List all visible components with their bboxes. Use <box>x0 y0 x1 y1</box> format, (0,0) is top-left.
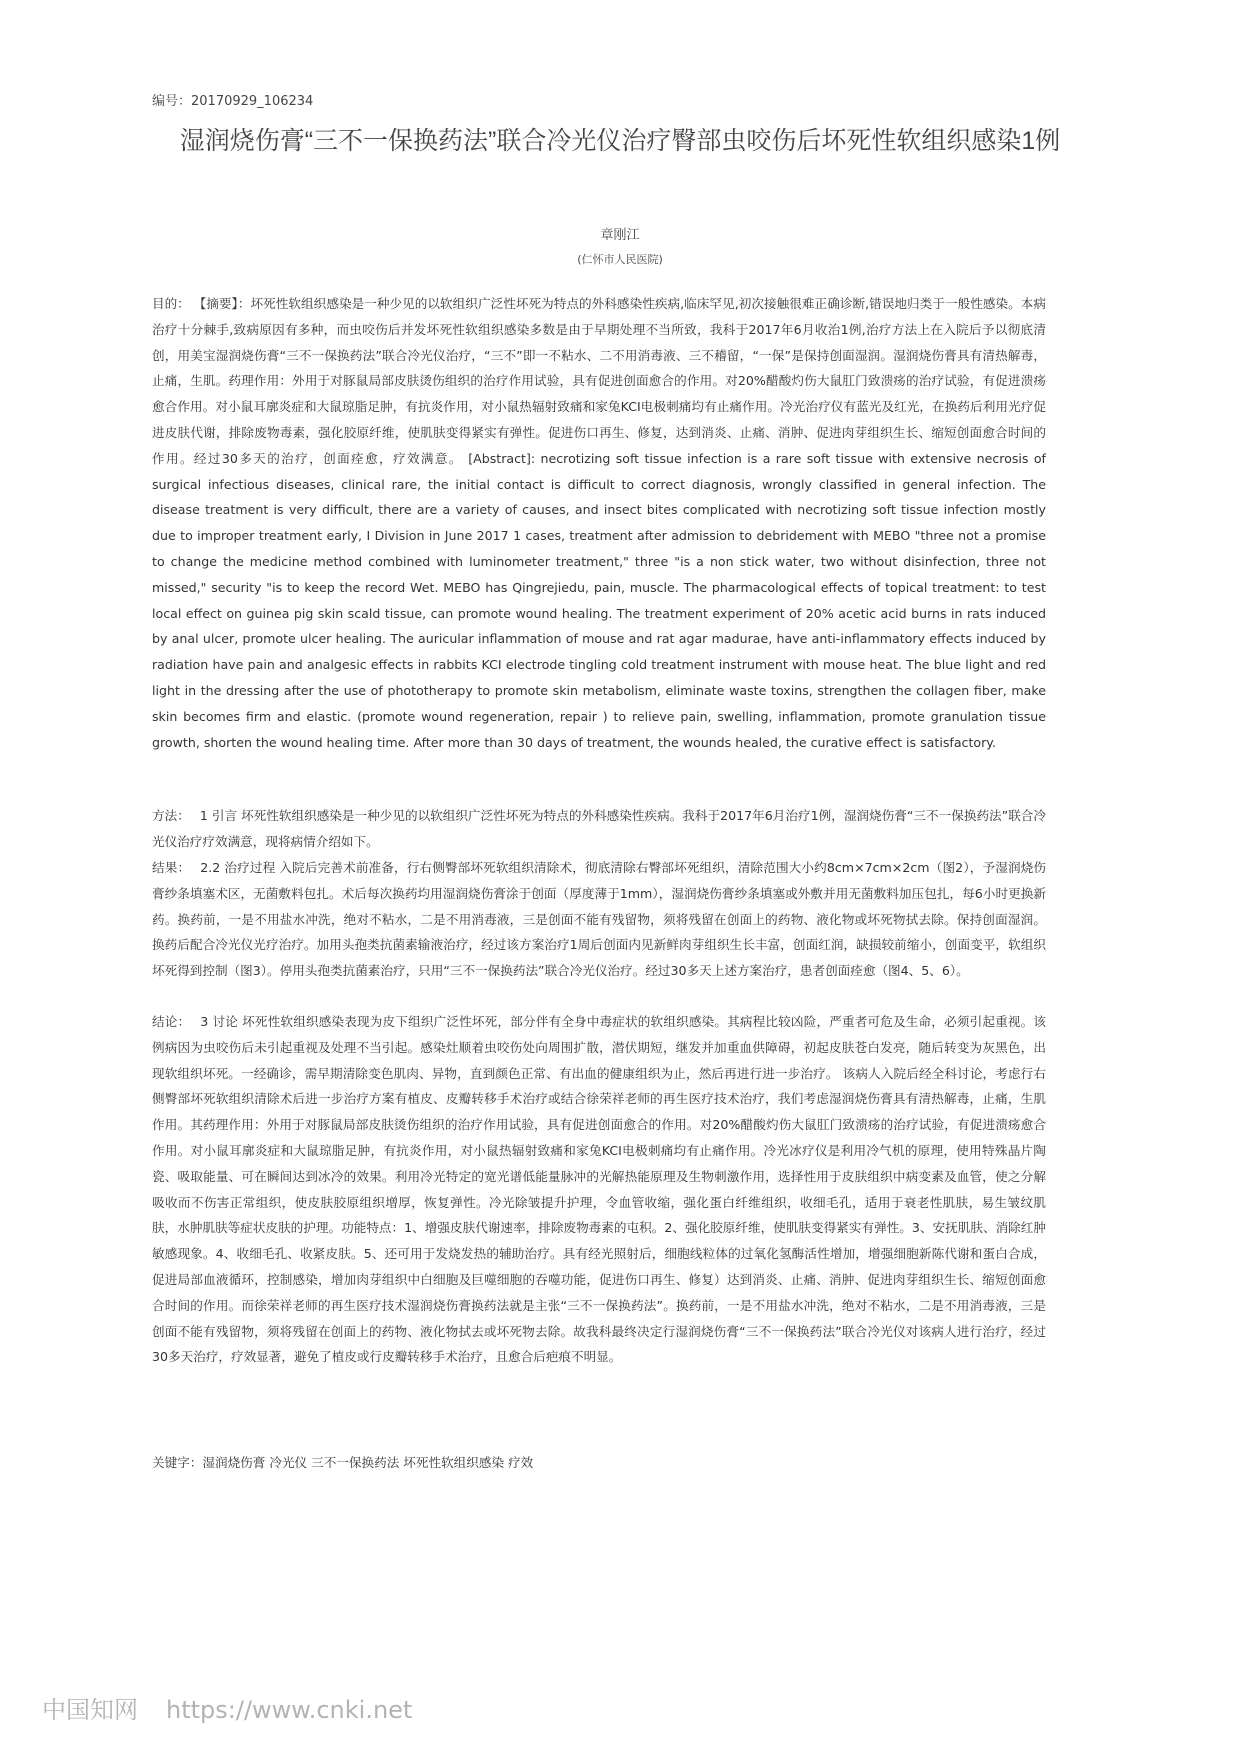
abstract-section <box>152 291 1046 755</box>
document-serial-number: 编号：20170929_106234 <box>152 94 314 109</box>
footer-brand: 中国知网 <box>42 1696 138 1724</box>
keywords-text: 湿润烧伤膏 冷光仪 三不一保换药法 坏死性软组织感染 疗效 <box>202 1455 534 1470</box>
keywords-line <box>152 1452 533 1471</box>
methods-label: 方法： <box>152 808 190 823</box>
abstract-label: 目的： <box>152 296 190 311</box>
paper-title: 湿润烧伤膏“三不一保换药法”联合冷光仪治疗臀部虫咬伤后坏死性软组织感染1例 <box>179 127 1061 155</box>
methods-section <box>152 803 1046 855</box>
conclusion-section <box>152 1009 1046 1370</box>
results-section <box>152 855 1046 984</box>
results-label: 结果： <box>152 860 191 875</box>
methods-text: 1 引言 坏死性软组织感染是一种少见的以软组织广泛性坏死为特点的外科感染性疾病。我科于2017年6月治疗1例，湿润烧伤膏“三不一保换药法”联合冷光仪治疗疗效满意，现将病情介绍如下。 <box>152 808 1046 849</box>
footer-url[interactable]: https://www.cnki.net <box>166 1696 413 1724</box>
author-affiliation: (仁怀市人民医院) <box>577 253 663 266</box>
footer-watermark <box>42 1690 412 1725</box>
conclusion-text: 3 讨论 坏死性软组织感染表现为皮下组织广泛性坏死，部分伴有全身中毒症状的软组织感染。其病程比较凶险，严重者可危及生命，必须引起重视。该例病因为虫咬伤后未引起重视及处理不当引起。感染灶顺着虫咬伤处向周围扩散，潜伏期短，继发并加重血供障碍，初起皮肤苍白发亮，随后转变为灰黑色，出现软组织坏死。一经确诊，需早期清除变色肌肉、异物，直到颜色正常、有出血的健康组织为止，然后再进行进一步治疗。 该病人入院后经全科讨论，考虑行右侧臀部坏死软组织清除术后进一步治疗方案有植皮、皮瓣转移手术治疗或结合徐荣祥老师的再生医疗技术治疗，我们考虑湿润烧伤膏具有清热解毒，止痛，生肌作用。其药理作用：外用于对豚鼠局部皮肤烫伤组织的治疗作用试验，具有促进创面愈合的作用。对20%醋酸灼伤大鼠肛门致溃疡的治疗试验，有促进溃疡愈合作用。对小鼠耳廓炎症和大鼠琼脂足肿，有抗炎作用，对小鼠热辐射致痛和家兔KCI电极刺痛均有止痛作用。冷光冰疗仪是利用冷气机的原理，使用特殊晶片陶瓷、吸取能量、可在瞬间达到冰冷的效果。利用冷光特定的宽光谱低能量脉冲的光解热能原理及生物刺激作用，选择性用于皮肤组织中病变素及血管，使之分解吸收而不伤害正常组织，使皮肤胶原组织增厚，恢复弹性。冷光除皱提升护理，令血管收缩，强化蛋白纤维组织，收细毛孔，适用于衰老性肌肤，易生皱纹肌肤，水肿肌肤等症状皮肤的护理。功能特点：1、增强皮肤代谢速率，排除废物毒素的屯积。2、强化胶原纤维，使肌肤变得紧实有弹性。3、安抚肌肤、消除红肿敏感现象。4、收细毛孔、收紧皮肤。5、还可用于发烧发热的辅助治疗。具有经光照射后，细胞线粒体的过氧化氢酶活性增加，增强细胞新陈代谢和蛋白合成，促进局部血液循环，控制感染，增加肉芽组织中白细胞及巨噬细胞的吞噬功能，促进伤口再生、修复）达到消炎、止痛、消肿、促进肉芽组织生长、缩短创面愈合时间的作用。而徐荣祥老师的再生医疗技术湿润烧伤膏换药法就是主张“三不一保换药法”。换药前，一是不用盐水冲洗，绝对不粘水，二是不用消毒液，三是创面不能有残留物，须将残留在创面上的药物、液化物拭去或坏死物去除。故我科最终决定行湿润烧伤膏“三不一保换药法”联合冷光仪对该病人进行治疗，经过30多天治疗，疗效显著，避免了植皮或行皮瓣转移手术治疗，且愈合后疤痕不明显。 <box>152 1014 1046 1365</box>
results-text: 2.2 治疗过程 入院后完善术前准备，行右侧臀部坏死软组织清除术，彻底清除右臀部坏死组织，清除范围大小约8cm×7cm×2cm（图2），予湿润烧伤膏纱条填塞术区，无菌敷料包扎。术后每次换药均用湿润烧伤膏涂于创面（厚度薄于1mm），湿润烧伤膏纱条填塞或外敷并用无菌敷料加压包扎，每6小时更换新药。换药前，一是不用盐水冲洗，绝对不粘水，二是不用消毒液，三是创面不能有残留物，须将残留在创面上的药物、液化物或坏死物拭去除。保持创面湿润。换药后配合冷光仪光疗治疗。加用头孢类抗菌素输液治疗，经过该方案治疗1周后创面内见新鲜肉芽组织生长丰富，创面红润，缺损较前缩小，创面变平，软组织坏死得到控制（图3）。停用头孢类抗菌素治疗，只用“三不一保换药法”联合冷光仪治疗。经过30多天上述方案治疗，患者创面痊愈（图4、5、6）。 <box>152 860 1047 979</box>
conclusion-label: 结论： <box>152 1014 191 1029</box>
abstract-text: 【摘要】：坏死性软组织感染是一种少见的以软组织广泛性坏死为特点的外科感染性疾病,临床罕见,初次接触很难正确诊断,错误地归类于一般性感染。本病治疗十分棘手,致病原因有多种，而虫咬伤后并发坏死性软组织感染多数是由于早期处理不当所致，我科于2017年6月收治1例,治疗方法上在入院后予以彻底清创，用美宝湿润烧伤膏“三不一保换药法”联合冷光仪治疗，“三不”即一不粘水、二不用消毒液、三不稽留，“一保”是保持创面湿润。湿润烧伤膏具有清热解毒，止痛，生肌。药理作用：外用于对豚鼠局部皮肤烫伤组织的治疗作用试验，具有促进创面愈合的作用。对20%醋酸灼伤大鼠肛门致溃疡的治疗试验，有促进溃疡愈合作用。对小鼠耳廓炎症和大鼠琼脂足肿，有抗炎作用，对小鼠热辐射致痛和家兔KCI电极刺痛均有止痛作用。冷光治疗仪有蓝光及红光，在换药后利用光疗促进皮肤代谢，排除废物毒素，强化胶原纤维，使肌肤变得紧实有弹性。促进伤口再生、修复，达到消炎、止痛、消肿、促进肉芽组织生长、缩短创面愈合时间的作用。经过30多天的治疗，创面痊愈，疗效满意。 [Abstract]: necrotizing soft tissue infection is a rare soft tissue with extensive necrosis of surgical infectious diseases, clinical rare, the initial contact is difficult to correct diagnosis, wrongly classified in general infection. The disease treatment is very difficult, there are a variety of causes, and insect bites complicated with necrotizing soft tissue infection mostly due to improper treatment early, I Division in June 2017 1 cases, treatment after admission to debridement with MEBO "three not a promise to change the medicine method combined with luminometer treatment," three "is a non stick water, two without disinfection, three not missed," security "is to keep the record Wet. MEBO has Qingrejiedu, pain, muscle. The pharmacological effects of topical treatment: to test local effect on guinea pig skin scald tissue, can promote wound healing. The treatment experiment of 20% acetic acid burns in rats induced by anal ulcer, promote ulcer healing. The auricular inflammation of mouse and rat agar madurae, have anti-inflammatory effects induced by radiation have pain and analgesic effects in rabbits KCI electrode tingling cold treatment instrument with mouse heat. The blue light and red light in the dressing after the use of phototherapy to promote skin metabolism, eliminate waste toxins, strengthen the collagen fiber, make skin becomes firm and elastic. (promote wound regeneration, repair ) to relieve pain, swelling, inflammation, promote granulation tissue growth, shorten the wound healing time. After more than 30 days of treatment, the wounds healed, the curative effect is satisfactory. <box>152 296 1047 750</box>
keywords-label: 关键字： <box>152 1455 203 1470</box>
author-name: 章刚江 <box>600 228 640 243</box>
